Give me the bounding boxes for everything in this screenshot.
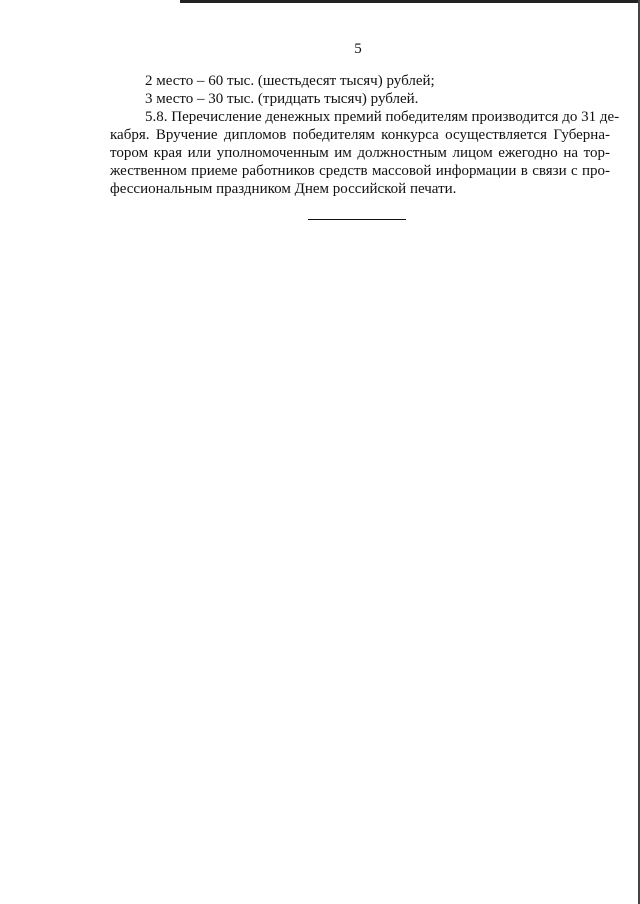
list-item-place-3: 3 место – 30 тыс. (тридцать тысяч) рублей. xyxy=(145,91,419,107)
paragraph-5-8-line-1: 5.8. Перечисление денежных премий победителям производится до 31 де- xyxy=(145,109,620,125)
end-of-document-rule xyxy=(308,219,406,220)
list-item-place-2: 2 место – 60 тыс. (шестьдесят тысяч) рублей; xyxy=(145,73,435,89)
paragraph-5-8-line-4: жественном приеме работников средств массовой информации в связи с про- xyxy=(110,163,610,179)
paragraph-5-8-line-5: фессиональным праздником Днем российской печати. xyxy=(110,181,457,197)
paragraph-5-8-line-2: кабря. Вручение дипломов победителям конкурса осуществляется Губерна- xyxy=(110,127,610,143)
page-number: 5 xyxy=(354,41,362,57)
paragraph-5-8-line-3: тором края или уполномоченным им должностным лицом ежегодно на тор- xyxy=(110,145,610,161)
scan-top-edge xyxy=(180,0,640,3)
